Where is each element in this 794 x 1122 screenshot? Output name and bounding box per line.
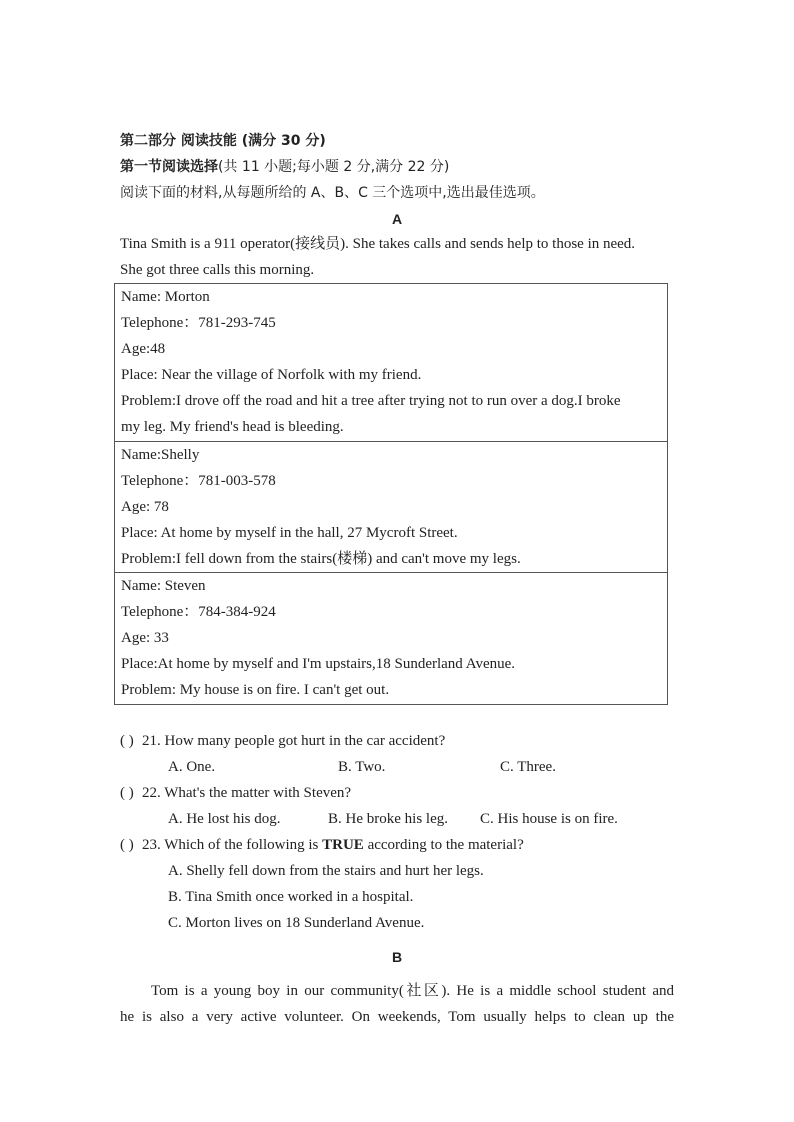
call-line: Telephone：784-384-924 bbox=[121, 604, 276, 621]
passage-a-label: A bbox=[391, 211, 403, 227]
passage-b-line2: he is also a very active volunteer. On weekends, Tom usually helps to clean up the bbox=[120, 1009, 674, 1025]
question-22 bbox=[120, 780, 351, 806]
call-line: Name: Morton bbox=[121, 289, 210, 305]
call-cell bbox=[115, 441, 668, 572]
option-a: A. Shelly fell down from the stairs and hurt her legs. bbox=[168, 863, 484, 879]
call-cell bbox=[115, 284, 668, 442]
option-b: B. He broke his leg. bbox=[328, 811, 448, 827]
part-title: 第二部分 阅读技能 (满分 30 分) bbox=[120, 133, 326, 149]
answer-blank[interactable]: ( ) bbox=[120, 733, 134, 749]
question-stem: 23. Which of the following is bbox=[142, 837, 323, 853]
passage-b-line1: Tom is a young boy in our community(社区). He is a middle school student and bbox=[151, 983, 674, 999]
option-b: B. Tina Smith once worked in a hospital. bbox=[168, 889, 414, 905]
call-line: Age:48 bbox=[121, 341, 166, 358]
section-title-rest: (共 11 小题;每小题 2 分,满分 22 分) bbox=[218, 159, 450, 175]
answer-blank[interactable]: ( ) bbox=[120, 837, 134, 853]
call-line: Problem:I drove off the road and hit a tree after trying not to run over a dog.I broke bbox=[121, 393, 621, 410]
call-line: Place: At home by myself in the hall, 27 Mycroft Street. bbox=[121, 524, 458, 541]
call-line: Telephone：781-293-745 bbox=[121, 315, 276, 332]
call-line: Problem:I fell down from the stairs(楼梯) and can't move my legs. bbox=[121, 550, 521, 567]
passage-a-intro-line1: Tina Smith is a 911 operator(接线员). She takes calls and sends help to those in need. bbox=[120, 236, 636, 252]
option-c: C. His house is on fire. bbox=[480, 811, 618, 827]
call-line: Name:Shelly bbox=[121, 446, 200, 463]
call-row-steven bbox=[115, 573, 668, 704]
call-line: Problem: My house is on fire. I can't get out. bbox=[121, 682, 390, 699]
call-line: Name: Steven bbox=[121, 578, 206, 595]
instruction: 阅读下面的材料,从每题所给的 A、B、C 三个选项中,选出最佳选项。 bbox=[120, 185, 545, 201]
answer-blank[interactable]: ( ) bbox=[120, 785, 134, 801]
question-stem: 22. What's the matter with Steven? bbox=[142, 785, 352, 801]
question-stem: 21. How many people got hurt in the car accident? bbox=[142, 733, 446, 749]
option-a: A. One. bbox=[168, 759, 216, 775]
passage-a-intro-line2: She got three calls this morning. bbox=[120, 262, 315, 278]
call-line: Place:At home by myself and I'm upstairs,18 Sunderland Avenue. bbox=[121, 656, 516, 673]
question-23 bbox=[120, 832, 524, 858]
question-stem: according to the material? bbox=[363, 837, 524, 853]
call-line: Age: 33 bbox=[121, 630, 169, 647]
question-21 bbox=[120, 728, 445, 754]
call-line: Place: Near the village of Norfolk with my friend. bbox=[121, 367, 422, 384]
calls-table bbox=[114, 283, 668, 705]
question-stem-bold: TRUE bbox=[322, 837, 364, 853]
option-c: C. Morton lives on 18 Sunderland Avenue. bbox=[168, 915, 425, 931]
option-a: A. He lost his dog. bbox=[168, 811, 281, 827]
call-line: my leg. My friend's head is bleeding. bbox=[121, 419, 344, 436]
call-line: Telephone：781-003-578 bbox=[121, 472, 276, 489]
call-line: Age: 78 bbox=[121, 498, 169, 515]
section-title-bold: 第一节阅读选择 bbox=[120, 159, 218, 175]
call-row-morton bbox=[115, 284, 668, 442]
option-c: C. Three. bbox=[500, 759, 556, 775]
call-row-shelly bbox=[115, 441, 668, 572]
option-b: B. Two. bbox=[338, 759, 386, 775]
passage-b-label: B bbox=[391, 949, 403, 965]
call-cell bbox=[115, 573, 668, 704]
section-title bbox=[120, 154, 449, 180]
